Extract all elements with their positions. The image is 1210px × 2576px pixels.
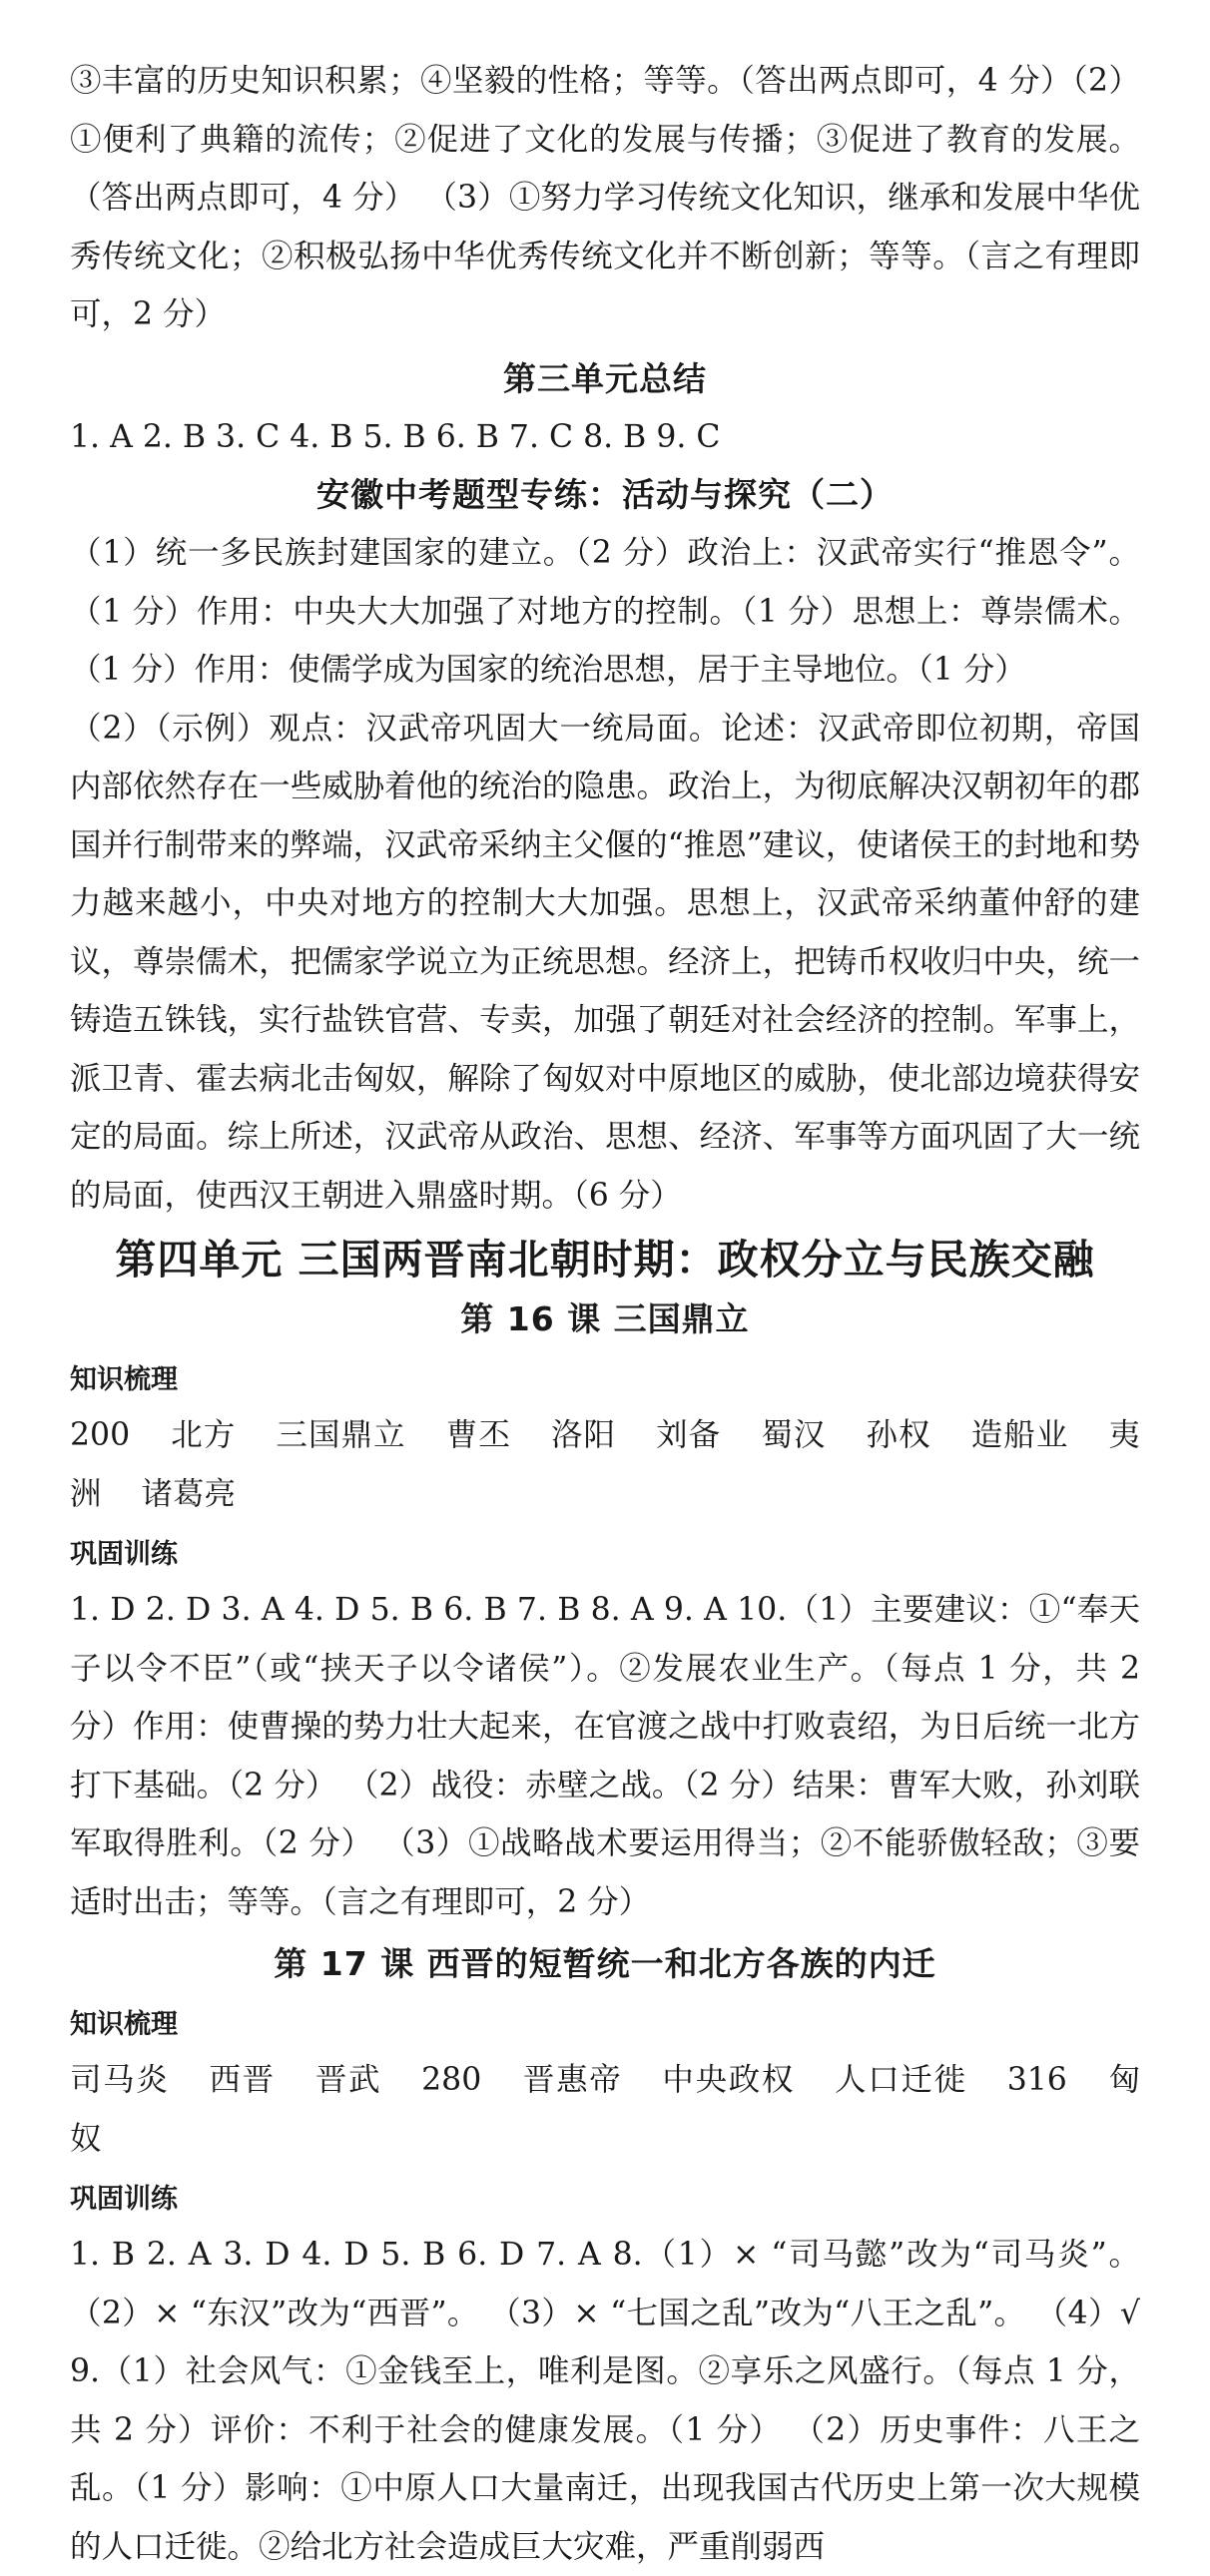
term: 蜀汉	[761, 1417, 827, 1453]
term: 孙权	[866, 1417, 931, 1453]
unit3-summary-answers: 1. A 2. B 3. C 4. B 5. B 6. B 7. C 8. B 9. C	[70, 418, 721, 455]
term: 316	[1006, 2062, 1067, 2098]
term: 200	[70, 1417, 131, 1453]
term: 司马炎	[70, 2062, 170, 2098]
unit4-title: 第四单元 三国两晋南北朝时期：政权分立与民族交融	[115, 1236, 1095, 1284]
lesson17-title: 第 17 课 西晋的短暂统一和北方各族的内迁	[274, 1944, 936, 1983]
term: 夷洲	[70, 1417, 1140, 1512]
lesson16-terms	[70, 1406, 1140, 1523]
term: 曹丕	[445, 1417, 511, 1453]
anhui-answer-2: （2）（示例）观点：汉武帝巩固大一统局面。论述：汉武帝即位初期，帝国内部依然存在一些威胁着他的统治的隐患。政治上，为彻底解决汉朝初年的郡国并行制带来的弊端，汉武帝采纳主父偃的“推恩”建议，使诸侯王的封地和势力越来越小，中央对地方的控制大大加强。思想上，汉武帝采纳董仲舒的建议，尊崇儒术，把儒家学说立为正统思想。经济上，把铸币权收归中央，统一铸造五铢钱，实行盐铁官营、专卖，加强了朝廷对社会经济的控制。军事上，派卫青、霍去病北击匈奴，解除了匈奴对中原地区的威胁，使北部边境获得安定的局面。综上所述，汉武帝从政治、思想、经济、军事等方面巩固了大一统的局面，使西汉王朝进入鼎盛时期。（6 分）	[70, 710, 1140, 1214]
lesson17-knowledge-heading: 知识梳理	[70, 2009, 178, 2040]
lesson16-title: 第 16 课 三国鼎立	[460, 1299, 750, 1338]
lesson16-practice-answers: 1. D 2. D 3. A 4. D 5. B 6. B 7. B 8. A 9. A 10.（1）主要建议：①“奉天子以令不臣”（或“挟天子以令诸侯”）。②发展农业生产。（每点 1 分，共 2 分）作用：使曹操的势力壮大起来，在官渡之战中打败袁绍，为日后统一北方打下基础。（2 分） （2）战役：赤壁之战。（2 分）结果：曹军大败，孙刘联军取得胜利。（2 分） （3）①战略战术要运用得当；②不能骄傲轻敌；③要适时出击；等等。（言之有理即可，2 分）	[70, 1592, 1140, 1920]
answer-paragraph-intro: ③丰富的历史知识积累；④坚毅的性格；等等。（答出两点即可，4 分）（2）①便利了典籍的流传；②促进了文化的发展与传播；③促进了教育的发展。（答出两点即可，4 分） （3）①努力学习传统文化知识，继承和发展中华优秀传统文化；②积极弘扬中华优秀传统文化并不断创新；等等。（言之有理即可，2 分）	[70, 63, 1140, 332]
term: 洛阳	[550, 1417, 617, 1453]
term: 280	[421, 2062, 482, 2098]
term: 诸葛亮	[141, 1475, 237, 1512]
anhui-exam-title: 安徽中考题型专练：活动与探究（二）	[316, 475, 894, 514]
term: 造船业	[970, 1417, 1069, 1453]
lesson17-terms	[70, 2051, 1140, 2168]
term: 匈奴	[70, 2062, 1140, 2157]
page-content	[70, 52, 1140, 2576]
term: 三国鼎立	[276, 1417, 406, 1453]
anhui-answer-1: （1）统一多民族封建国家的建立。（2 分）政治上：汉武帝实行“推恩令”。（1 分）作用：中央大大加强了对地方的控制。（1 分）思想上：尊崇儒术。（1 分）作用：使儒学成为国家的统治思想，居于主导地位。（1 分）	[70, 535, 1140, 688]
lesson16-practice-heading: 巩固训练	[70, 1539, 178, 1570]
term: 人口迁徙	[835, 2062, 967, 2098]
term: 西晋	[209, 2062, 276, 2098]
term: 北方	[170, 1417, 237, 1453]
unit3-summary-title: 第三单元总结	[503, 358, 707, 398]
term: 中央政权	[662, 2062, 796, 2098]
lesson17-practice-answers: 1. B 2. A 3. D 4. D 5. B 6. D 7. A 8.（1）× “司马懿”改为“司马炎”。 （2）× “东汉”改为“西晋”。 （3）× “七国之乱”改为“八王之乱”。 （4）√ 9.（1）社会风气：①金钱至上，唯利是图。②享乐之风盛行。（每点 1 分，共 2 分）评价：不利于社会的健康发展。（1 分） （2）历史事件：八王之乱。（1 分）影响：①中原人口大量南迁，出现我国古代历史上第一次大规模的人口迁徙。②给北方社会造成巨大灾难，严重削弱西	[70, 2237, 1140, 2565]
term: 刘备	[656, 1417, 722, 1453]
term: 晋武	[314, 2062, 382, 2098]
lesson16-knowledge-heading: 知识梳理	[70, 1364, 178, 1395]
term: 晋惠帝	[521, 2062, 623, 2098]
lesson17-practice-heading: 巩固训练	[70, 2184, 178, 2215]
